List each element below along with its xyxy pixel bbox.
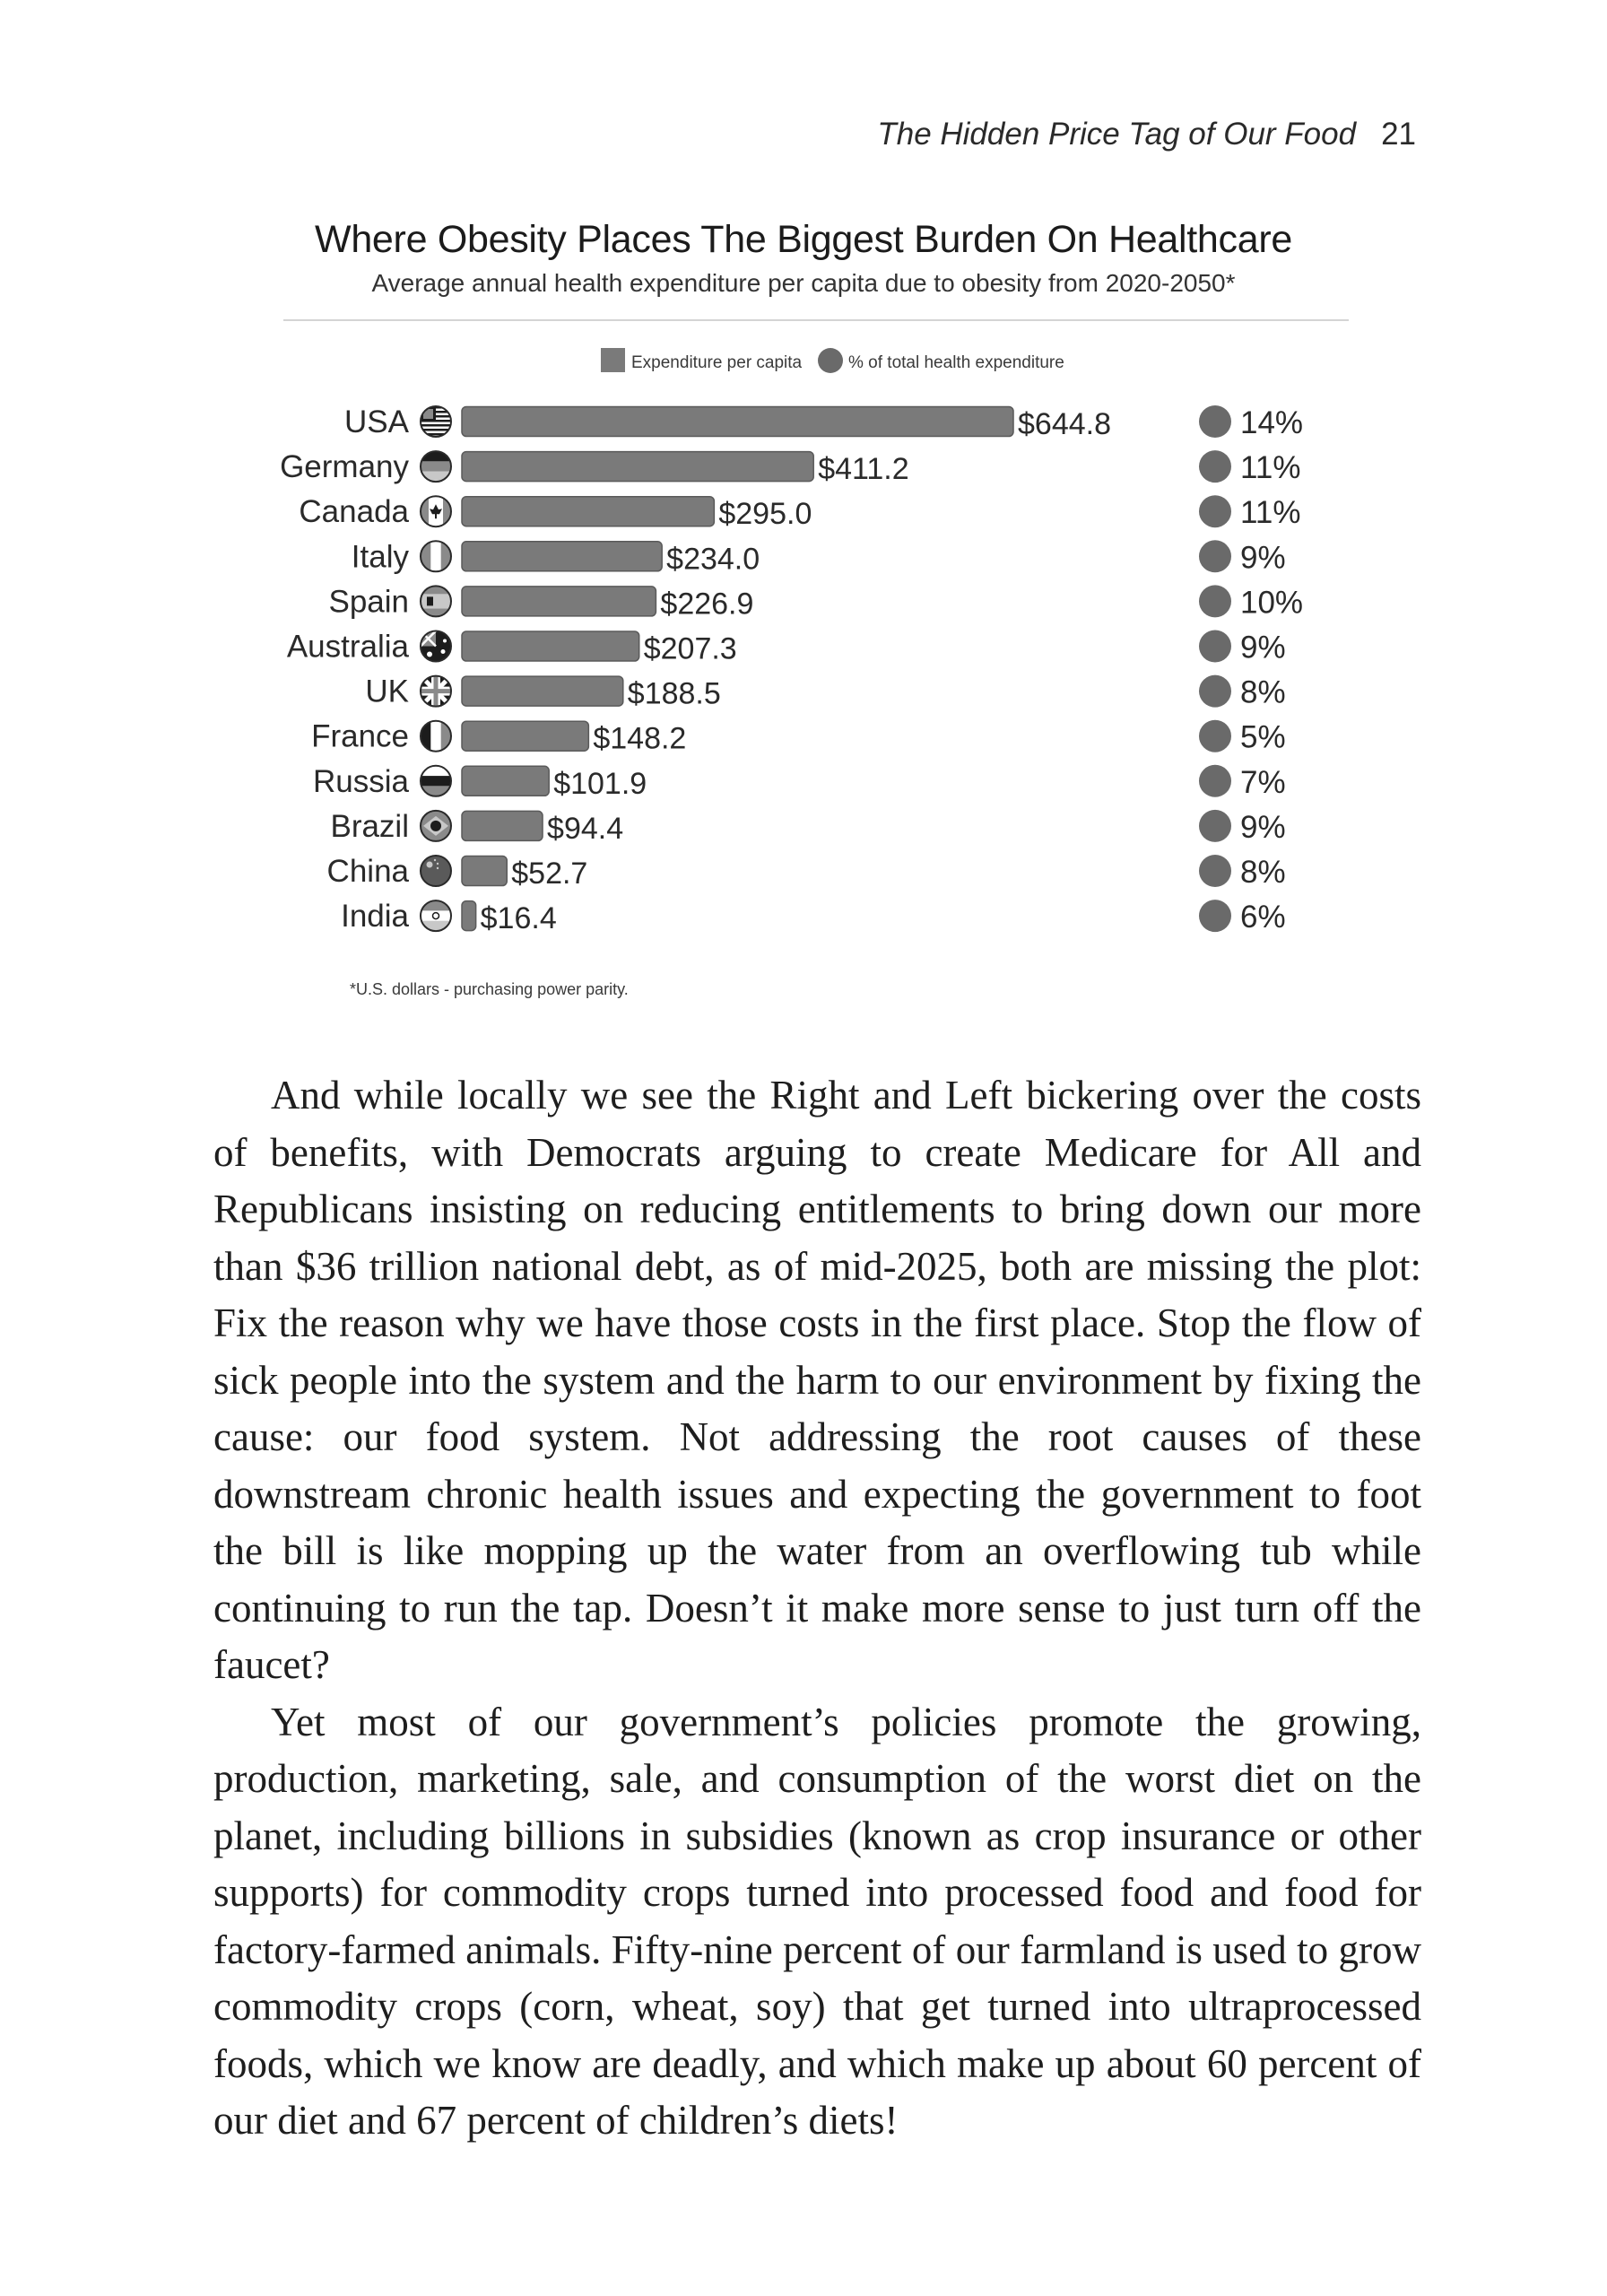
bar [462,407,1013,437]
percent-label: 5% [1240,719,1286,755]
bar [462,811,543,840]
bar [462,766,549,796]
bar-value-label: $16.4 [480,901,557,936]
italy-flag-icon [421,541,451,571]
bar [462,676,623,706]
bar-value-label: $94.4 [547,811,624,846]
category-label: Russia [313,763,409,799]
chart-row-italy [352,539,1286,576]
page-number: 21 [1381,117,1416,152]
running-head-title: The Hidden Price Tag of Our Food [877,117,1357,152]
category-label: Canada [299,494,409,530]
percent-dot [1199,855,1231,887]
chart-row-russia [313,764,1286,801]
percent-label: 10% [1240,585,1304,621]
chart-row-brazil [330,809,1285,846]
percent-dot [1199,450,1231,483]
chart-legend [601,348,1064,373]
percent-dot [1199,405,1231,438]
bar [462,452,813,482]
chart-row-france [311,719,1286,756]
body-text [213,1067,1421,2150]
percent-dot [1199,631,1231,663]
bar-value-label: $226.9 [660,587,754,622]
percent-label: 11% [1240,495,1301,531]
bar [462,901,476,931]
australia-flag-icon [421,631,451,662]
percent-dot [1199,675,1231,708]
bar [462,857,507,886]
percent-dot [1199,900,1231,932]
percent-label: 9% [1240,809,1286,845]
bar-value-label: $101.9 [553,766,647,801]
category-label: China [326,854,409,889]
percent-label: 14% [1240,405,1304,440]
body-paragraph: Yet most of our government’s policies promote the growing, production, marketing, sale, and consumption of the worst diet on the planet, including billions in subsidies (known as crop insurance or other supports) for commodity crops turned into processed food and food for factory-farmed animals. Fifty-nine percent of our farmland is used to grow commodity crops (corn, wheat, soy) that get turned into ultraprocessed foods, which we know are deadly, and which make up about 60 percent of our diet and 67 percent of children’s diets! [213,1699,1421,2143]
percent-label: 8% [1240,855,1286,890]
chart-subtitle: Average annual health expenditure per capita due to obesity from 2020-2050* [371,269,1236,297]
spain-flag-icon [421,586,451,616]
percent-dot [1199,540,1231,572]
chart-footnote: *U.S. dollars - purchasing power parity. [350,980,629,998]
bar-chart [0,0,1607,1004]
legend-swatch-dot [818,348,843,373]
chart-row-uk [365,674,1285,711]
bar-value-label: $234.0 [666,542,760,577]
bar [462,542,662,571]
bar-value-label: $644.8 [1018,407,1111,441]
chart-row-australia [287,630,1286,666]
bar-value-label: $52.7 [511,857,588,891]
legend-label: % of total health expenditure [848,353,1064,372]
bar-value-label: $207.3 [643,631,737,666]
chart-row-canada [299,494,1300,531]
category-label: Australia [286,629,409,665]
chart-title: Where Obesity Places The Biggest Burden On Healthcare [315,218,1292,261]
brazil-flag-icon [421,811,451,841]
uk-flag-icon [421,676,451,707]
category-label: UK [365,674,409,709]
category-label: India [341,899,409,935]
percent-label: 7% [1240,764,1286,800]
germany-flag-icon [421,451,451,482]
percent-label: 9% [1240,540,1286,576]
percent-label: 6% [1240,900,1286,935]
percent-label: 11% [1240,450,1301,486]
percent-dot [1199,495,1231,527]
bar [462,721,588,751]
category-label: Brazil [330,808,409,844]
chart-row-china [327,854,1286,891]
bar-value-label: $188.5 [627,676,721,711]
chart-row-india [341,899,1286,935]
percent-dot [1199,585,1231,617]
bar-value-label: $148.2 [593,721,687,756]
category-label: Germany [280,449,409,485]
bar-value-label: $295.0 [718,497,812,532]
france-flag-icon [421,721,451,752]
body-paragraph: And while locally we see the Right and Left bickering over the costs of benefits, with Democrats arguing to create Medicare for All and Republicans insisting on reducing entitlements to bring down our more than $36 trillion national debt, as of mid-2025, both are missing the plot: Fix the reason why we have those costs in the first place. Stop the flow of sick people into the system and the harm to our environment by fixing the cause: our food system. Not addressing the root causes of these downstream chronic health issues and expecting the government to foot the bill is like mopping up the water from an overflowing tub while continuing to run the tap. Doesn’t it make more sense to just turn off the faucet? [213,1073,1421,1687]
china-flag-icon [421,856,451,886]
canada-flag-icon [421,496,451,526]
chart-row-germany [280,449,1300,486]
india-flag-icon [421,900,451,931]
category-label: USA [344,404,409,439]
bar [462,497,714,526]
legend-label: Expenditure per capita [631,353,803,372]
percent-label: 9% [1240,630,1286,665]
category-label: Italy [351,539,409,575]
usa-flag-icon [421,406,451,437]
chart-row-usa [344,404,1303,441]
bar [462,631,639,661]
legend-swatch-bar [601,348,625,372]
percent-label: 8% [1240,674,1286,710]
chart-row-spain [328,584,1303,621]
category-label: France [311,718,409,754]
bar-value-label: $411.2 [818,452,909,487]
percent-dot [1199,810,1231,842]
percent-dot [1199,765,1231,797]
bar [462,587,656,616]
percent-dot [1199,720,1231,752]
category-label: Spain [328,584,409,620]
russia-flag-icon [421,766,451,796]
